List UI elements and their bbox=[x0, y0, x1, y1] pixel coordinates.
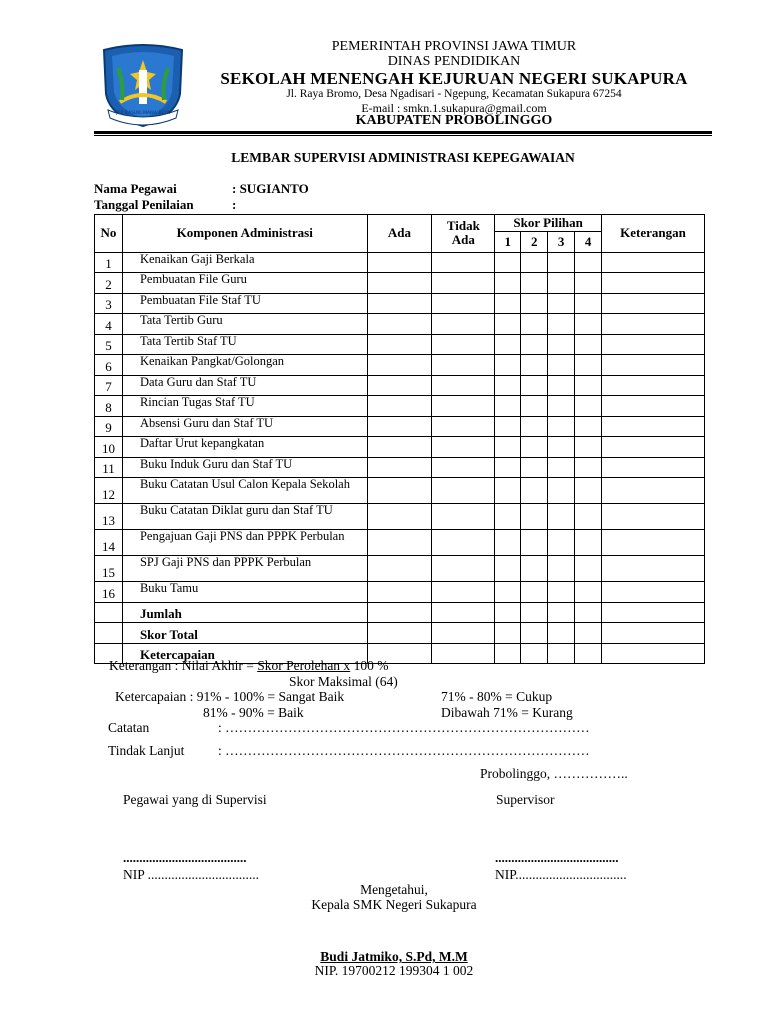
row-component: Data Guru dan Staf TU bbox=[122, 375, 367, 396]
cell-tidak-ada[interactable] bbox=[432, 582, 495, 603]
cell-score-1[interactable] bbox=[495, 457, 521, 478]
total-cell-s2[interactable] bbox=[521, 602, 548, 623]
formula-numerator: Skor Perolehan x bbox=[257, 658, 351, 673]
cell-score-4[interactable] bbox=[575, 273, 602, 294]
cell-score-2[interactable] bbox=[521, 293, 548, 314]
header-school-name: SEKOLAH MENENGAH KEJURUAN NEGERI SUKAPURA bbox=[220, 69, 688, 88]
cell-ada[interactable] bbox=[367, 457, 432, 478]
total-label-jumlah: Jumlah bbox=[122, 602, 367, 623]
total-cell-s3[interactable] bbox=[548, 643, 575, 664]
total-cell-ada[interactable] bbox=[367, 623, 432, 644]
logo-ribbon-text: JER BASUKI MAWA BEYA bbox=[116, 111, 170, 116]
cell-score-3[interactable] bbox=[548, 396, 575, 417]
row-component: Tata Tertib Staf TU bbox=[122, 334, 367, 355]
cell-score-2[interactable] bbox=[521, 375, 548, 396]
cell-score-3[interactable] bbox=[548, 457, 575, 478]
table-row bbox=[95, 252, 705, 273]
cell-score-2[interactable] bbox=[521, 478, 548, 504]
employee-name-value: : SUGIANTO bbox=[232, 181, 309, 196]
total-cell-no bbox=[95, 602, 123, 623]
cell-score-4[interactable] bbox=[575, 293, 602, 314]
cell-score-1[interactable] bbox=[495, 504, 521, 530]
cell-score-3[interactable] bbox=[548, 556, 575, 582]
header-component: Komponen Administrasi bbox=[122, 215, 367, 253]
table-row bbox=[95, 293, 705, 314]
cell-ada[interactable] bbox=[367, 416, 432, 437]
cell-score-4[interactable] bbox=[575, 416, 602, 437]
row-number: 16 bbox=[95, 582, 123, 603]
cell-tidak-ada[interactable] bbox=[432, 375, 495, 396]
row-component: Daftar Urut kepangkatan bbox=[122, 437, 367, 458]
cell-keterangan[interactable] bbox=[602, 416, 705, 437]
header-email: E-mail : smkn.1.sukapura@gmail.com bbox=[361, 101, 547, 115]
row-component: Pembuatan File Staf TU bbox=[122, 293, 367, 314]
cell-score-2[interactable] bbox=[521, 314, 548, 335]
catatan-field[interactable]: : ……………………………………………………………………… bbox=[218, 720, 590, 735]
header-score-3: 3 bbox=[548, 232, 575, 253]
cell-score-4[interactable] bbox=[575, 375, 602, 396]
row-number: 14 bbox=[95, 530, 123, 556]
total-cell-s3[interactable] bbox=[548, 623, 575, 644]
row-component: Buku Catatan Diklat guru dan Staf TU bbox=[122, 504, 367, 530]
row-component: Kenaikan Pangkat/Golongan bbox=[122, 355, 367, 376]
cell-score-4[interactable] bbox=[575, 355, 602, 376]
cell-score-4[interactable] bbox=[575, 478, 602, 504]
cell-score-3[interactable] bbox=[548, 530, 575, 556]
cell-score-2[interactable] bbox=[521, 273, 548, 294]
cell-score-2[interactable] bbox=[521, 416, 548, 437]
row-number: 12 bbox=[95, 478, 123, 504]
row-number: 13 bbox=[95, 504, 123, 530]
row-component: Rincian Tugas Staf TU bbox=[122, 396, 367, 417]
table-row bbox=[95, 416, 705, 437]
cell-tidak-ada[interactable] bbox=[432, 457, 495, 478]
cell-score-2[interactable] bbox=[521, 334, 548, 355]
cell-ada[interactable] bbox=[367, 556, 432, 582]
cell-ada[interactable] bbox=[367, 437, 432, 458]
cell-keterangan[interactable] bbox=[602, 530, 705, 556]
cell-keterangan[interactable] bbox=[602, 396, 705, 417]
row-component: Kenaikan Gaji Berkala bbox=[122, 252, 367, 273]
employee-signature-line[interactable]: ...................................... bbox=[123, 850, 247, 865]
cell-score-4[interactable] bbox=[575, 252, 602, 273]
formula-prefix: Keterangan : Nilai Akhir = bbox=[109, 658, 258, 673]
row-number: 10 bbox=[95, 437, 123, 458]
east-java-emblem-logo bbox=[98, 44, 188, 130]
cell-score-2[interactable] bbox=[521, 396, 548, 417]
place-date: Probolinggo, …………….. bbox=[480, 766, 628, 781]
total-cell-s1[interactable] bbox=[495, 602, 521, 623]
header-no: No bbox=[95, 215, 123, 253]
row-number: 3 bbox=[95, 293, 123, 314]
total-cell-tidak[interactable] bbox=[432, 643, 495, 664]
cell-score-3[interactable] bbox=[548, 252, 575, 273]
cell-tidak-ada[interactable] bbox=[432, 252, 495, 273]
cell-keterangan[interactable] bbox=[602, 273, 705, 294]
cell-score-1[interactable] bbox=[495, 556, 521, 582]
supervisor-title: Supervisor bbox=[496, 792, 555, 807]
table-row bbox=[95, 437, 705, 458]
achievement-range-1: Ketercapaian : 91% - 100% = Sangat Baik bbox=[115, 689, 345, 704]
table-row bbox=[95, 478, 705, 504]
cell-ada[interactable] bbox=[367, 582, 432, 603]
total-row-jumlah bbox=[95, 602, 705, 623]
cell-keterangan[interactable] bbox=[602, 252, 705, 273]
cell-score-1[interactable] bbox=[495, 293, 521, 314]
cell-score-3[interactable] bbox=[548, 437, 575, 458]
cell-score-3[interactable] bbox=[548, 273, 575, 294]
cell-keterangan[interactable] bbox=[602, 375, 705, 396]
row-component: SPJ Gaji PNS dan PPPK Perbulan bbox=[122, 556, 367, 582]
assessment-date-value: : bbox=[232, 197, 237, 212]
document-title: LEMBAR SUPERVISI ADMINISTRASI KEPEGAWAIAN bbox=[231, 150, 575, 165]
cell-score-3[interactable] bbox=[548, 504, 575, 530]
supervisor-signature-line[interactable]: ...................................... bbox=[495, 850, 619, 865]
cell-ada[interactable] bbox=[367, 252, 432, 273]
cell-score-4[interactable] bbox=[575, 556, 602, 582]
cell-score-3[interactable] bbox=[548, 355, 575, 376]
cell-score-4[interactable] bbox=[575, 334, 602, 355]
cell-ada[interactable] bbox=[367, 355, 432, 376]
row-number: 1 bbox=[95, 252, 123, 273]
total-cell-s2[interactable] bbox=[521, 623, 548, 644]
row-component: Pembuatan File Guru bbox=[122, 273, 367, 294]
cell-ada[interactable] bbox=[367, 273, 432, 294]
cell-ada[interactable] bbox=[367, 396, 432, 417]
row-number: 6 bbox=[95, 355, 123, 376]
header-tidak-ada bbox=[432, 215, 495, 253]
cell-score-2[interactable] bbox=[521, 530, 548, 556]
table-row bbox=[95, 530, 705, 556]
header-tidak-line1: Tidak bbox=[446, 218, 480, 234]
cell-score-4[interactable] bbox=[575, 582, 602, 603]
table-row bbox=[95, 355, 705, 376]
cell-keterangan[interactable] bbox=[602, 478, 705, 504]
total-cell-ada[interactable] bbox=[367, 602, 432, 623]
cell-score-4[interactable] bbox=[575, 457, 602, 478]
cell-tidak-ada[interactable] bbox=[432, 396, 495, 417]
cell-score-1[interactable] bbox=[495, 355, 521, 376]
total-cell-keterangan[interactable] bbox=[602, 602, 705, 623]
cell-tidak-ada[interactable] bbox=[432, 530, 495, 556]
cell-tidak-ada[interactable] bbox=[432, 273, 495, 294]
cell-score-3[interactable] bbox=[548, 582, 575, 603]
table-row bbox=[95, 334, 705, 355]
header-rule-thick bbox=[94, 131, 712, 134]
cell-keterangan[interactable] bbox=[602, 582, 705, 603]
total-cell-no bbox=[95, 623, 123, 644]
header-department: DINAS PENDIDIKAN bbox=[387, 54, 521, 69]
table-row bbox=[95, 556, 705, 582]
row-number: 15 bbox=[95, 556, 123, 582]
cell-score-3[interactable] bbox=[548, 334, 575, 355]
header-region: KABUPATEN PROBOLINGGO bbox=[355, 113, 553, 128]
supervised-employee-title: Pegawai yang di Supervisi bbox=[123, 792, 267, 807]
cell-keterangan[interactable] bbox=[602, 314, 705, 335]
cell-score-1[interactable] bbox=[495, 375, 521, 396]
principal-nip: NIP. 19700212 199304 1 002 bbox=[314, 963, 474, 978]
cell-ada[interactable] bbox=[367, 293, 432, 314]
cell-score-2[interactable] bbox=[521, 457, 548, 478]
cell-score-3[interactable] bbox=[548, 293, 575, 314]
cell-keterangan[interactable] bbox=[602, 504, 705, 530]
total-cell-s4[interactable] bbox=[575, 623, 602, 644]
cell-score-1[interactable] bbox=[495, 334, 521, 355]
row-component: Buku Catatan Usul Calon Kepala Sekolah bbox=[122, 478, 367, 504]
cell-keterangan[interactable] bbox=[602, 355, 705, 376]
total-cell-keterangan[interactable] bbox=[602, 643, 705, 664]
header-score-2: 2 bbox=[521, 232, 548, 253]
cell-tidak-ada[interactable] bbox=[432, 293, 495, 314]
cell-score-2[interactable] bbox=[521, 355, 548, 376]
cell-tidak-ada[interactable] bbox=[432, 416, 495, 437]
cell-score-3[interactable] bbox=[548, 478, 575, 504]
table-row bbox=[95, 273, 705, 294]
cell-keterangan[interactable] bbox=[602, 334, 705, 355]
cell-score-4[interactable] bbox=[575, 504, 602, 530]
cell-keterangan[interactable] bbox=[602, 293, 705, 314]
tindak-lanjut-label: Tindak Lanjut bbox=[108, 743, 185, 758]
cell-score-1[interactable] bbox=[495, 314, 521, 335]
cell-score-1[interactable] bbox=[495, 273, 521, 294]
formula-denominator: Skor Maksimal (64) bbox=[289, 674, 398, 689]
formula-suffix: 100 % bbox=[350, 658, 389, 673]
table-row bbox=[95, 504, 705, 530]
table-row bbox=[95, 582, 705, 603]
cell-score-3[interactable] bbox=[548, 375, 575, 396]
header-skor-pilihan: Skor Pilihan bbox=[495, 215, 602, 232]
acknowledged-label: Mengetahui, bbox=[360, 882, 428, 897]
cell-score-2[interactable] bbox=[521, 437, 548, 458]
formula-line bbox=[109, 658, 388, 674]
row-component: Tata Tertib Guru bbox=[122, 314, 367, 335]
cell-ada[interactable] bbox=[367, 334, 432, 355]
row-number: 9 bbox=[95, 416, 123, 437]
tindak-lanjut-field[interactable]: : ……………………………………………………………………… bbox=[218, 743, 590, 758]
cell-score-2[interactable] bbox=[521, 504, 548, 530]
cell-tidak-ada[interactable] bbox=[432, 314, 495, 335]
cell-score-1[interactable] bbox=[495, 478, 521, 504]
cell-score-2[interactable] bbox=[521, 556, 548, 582]
cell-ada[interactable] bbox=[367, 478, 432, 504]
cell-score-3[interactable] bbox=[548, 314, 575, 335]
total-cell-s4[interactable] bbox=[575, 602, 602, 623]
total-cell-s2[interactable] bbox=[521, 643, 548, 664]
achievement-range-4: Dibawah 71% = Kurang bbox=[441, 705, 573, 720]
cell-score-4[interactable] bbox=[575, 314, 602, 335]
total-cell-keterangan[interactable] bbox=[602, 623, 705, 644]
row-number: 8 bbox=[95, 396, 123, 417]
cell-score-1[interactable] bbox=[495, 252, 521, 273]
cell-score-4[interactable] bbox=[575, 437, 602, 458]
achievement-range-3: 71% - 80% = Cukup bbox=[441, 689, 553, 704]
total-label-skor-total: Skor Total bbox=[122, 623, 367, 644]
row-number: 5 bbox=[95, 334, 123, 355]
catatan-label: Catatan bbox=[108, 720, 150, 735]
header-keterangan: Keterangan bbox=[602, 215, 705, 253]
cell-score-3[interactable] bbox=[548, 416, 575, 437]
cell-keterangan[interactable] bbox=[602, 457, 705, 478]
cell-ada[interactable] bbox=[367, 375, 432, 396]
row-number: 2 bbox=[95, 273, 123, 294]
employee-nip[interactable]: NIP ................................. bbox=[123, 867, 260, 882]
cell-tidak-ada[interactable] bbox=[432, 355, 495, 376]
header-tidak-line2: Ada bbox=[451, 232, 475, 248]
employee-name-label: Nama Pegawai bbox=[94, 181, 177, 196]
assessment-date-label: Tanggal Penilaian bbox=[94, 197, 194, 212]
header-score-4: 4 bbox=[575, 232, 602, 253]
row-component: Pengajuan Gaji PNS dan PPPK Perbulan bbox=[122, 530, 367, 556]
table-row bbox=[95, 314, 705, 335]
total-label-ketercapaian: Ketercapaian bbox=[122, 643, 367, 664]
cell-ada[interactable] bbox=[367, 530, 432, 556]
principal-name: Budi Jatmiko, S.Pd, M.M bbox=[320, 949, 468, 964]
header-score-1: 1 bbox=[495, 232, 521, 253]
table-row bbox=[95, 457, 705, 478]
cell-tidak-ada[interactable] bbox=[432, 334, 495, 355]
row-number: 7 bbox=[95, 375, 123, 396]
total-cell-s4[interactable] bbox=[575, 643, 602, 664]
table-row bbox=[95, 375, 705, 396]
row-component: Absensi Guru dan Staf TU bbox=[122, 416, 367, 437]
row-number: 11 bbox=[95, 457, 123, 478]
achievement-range-2: 81% - 90% = Baik bbox=[203, 705, 304, 720]
header-government: PEMERINTAH PROVINSI JAWA TIMUR bbox=[331, 39, 577, 54]
header-rule-thin bbox=[94, 135, 712, 136]
cell-score-4[interactable] bbox=[575, 396, 602, 417]
cell-score-2[interactable] bbox=[521, 252, 548, 273]
row-component: Buku Induk Guru dan Staf TU bbox=[122, 457, 367, 478]
row-component: Buku Tamu bbox=[122, 582, 367, 603]
cell-score-1[interactable] bbox=[495, 582, 521, 603]
cell-keterangan[interactable] bbox=[602, 556, 705, 582]
supervisor-nip[interactable]: NIP................................. bbox=[495, 867, 627, 882]
header-ada: Ada bbox=[367, 215, 432, 253]
cell-score-1[interactable] bbox=[495, 530, 521, 556]
cell-tidak-ada[interactable] bbox=[432, 504, 495, 530]
total-row-skor bbox=[95, 623, 705, 644]
cell-tidak-ada[interactable] bbox=[432, 437, 495, 458]
cell-ada[interactable] bbox=[367, 504, 432, 530]
table-row bbox=[95, 396, 705, 417]
header-address: Jl. Raya Bromo, Desa Ngadisari - Ngepung, Kecamatan Sukapura 67254 bbox=[286, 88, 622, 100]
cell-score-2[interactable] bbox=[521, 582, 548, 603]
cell-score-1[interactable] bbox=[495, 416, 521, 437]
administration-table bbox=[94, 214, 705, 664]
cell-score-1[interactable] bbox=[495, 396, 521, 417]
total-cell-s3[interactable] bbox=[548, 602, 575, 623]
cell-score-1[interactable] bbox=[495, 437, 521, 458]
principal-title: Kepala SMK Negeri Sukapura bbox=[311, 897, 477, 912]
cell-tidak-ada[interactable] bbox=[432, 478, 495, 504]
cell-keterangan[interactable] bbox=[602, 437, 705, 458]
total-cell-s1[interactable] bbox=[495, 623, 521, 644]
cell-tidak-ada[interactable] bbox=[432, 556, 495, 582]
total-cell-tidak[interactable] bbox=[432, 623, 495, 644]
total-cell-s1[interactable] bbox=[495, 643, 521, 664]
cell-ada[interactable] bbox=[367, 314, 432, 335]
cell-score-4[interactable] bbox=[575, 530, 602, 556]
row-number: 4 bbox=[95, 314, 123, 335]
total-cell-tidak[interactable] bbox=[432, 602, 495, 623]
